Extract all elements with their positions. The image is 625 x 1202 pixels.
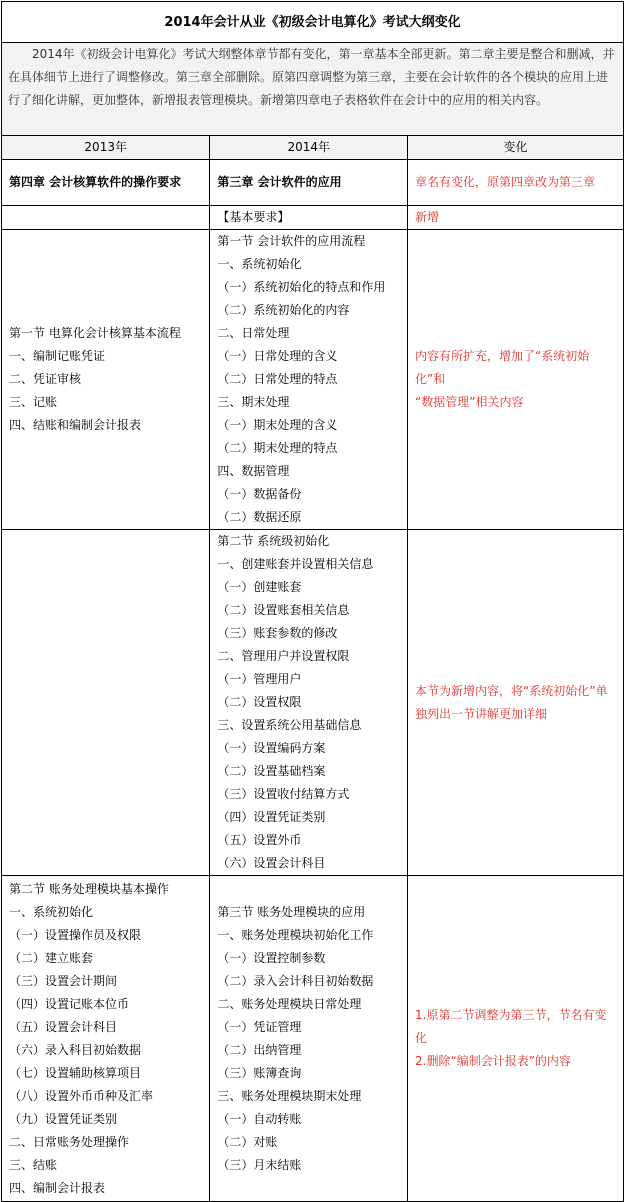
cell-line: （二）设置账套相关信息 <box>217 603 350 617</box>
cell-line: 本节为新增内容，将“系统初始化”单独列出一节讲解更加详细 <box>415 683 608 721</box>
syllabus-comparison-table <box>1 1 624 1202</box>
cell-line: 一、编制记账凭证 <box>9 349 106 363</box>
basic-2014-cell: 【基本要求】 <box>210 206 408 230</box>
header-change: 变化 <box>408 136 624 160</box>
cell-line: 二、账务处理模块日常处理 <box>217 996 362 1011</box>
cell-line: （五）设置会计科目 <box>9 1019 118 1034</box>
cell-line: （一）管理用户 <box>217 672 302 686</box>
cell-line: 二、管理用户并设置权限 <box>217 649 350 663</box>
cell-line: （一）设置控制参数 <box>217 950 326 965</box>
table-row <box>2 206 624 230</box>
sec1-2014-cell <box>210 230 408 530</box>
cell-line: （四）设置记账本位币 <box>9 996 130 1011</box>
cell-line: 二、凭证审核 <box>9 372 82 386</box>
cell-line: （六）录入科目初始数据 <box>9 1042 142 1057</box>
sec3-2014-cell <box>210 876 408 1202</box>
cell-line: 一、系统初始化 <box>217 257 302 271</box>
cell-line: 第二节 账务处理模块基本操作 <box>9 881 169 896</box>
cell-line: （七）设置辅助核算项目 <box>9 1065 142 1080</box>
cell-line: 2.删除“编制会计报表”的内容 <box>415 1054 571 1068</box>
chapter-2013-cell: 第四章 会计核算软件的操作要求 <box>2 160 210 206</box>
cell-line: 三、期末处理 <box>217 395 290 409</box>
cell-line: 二、日常处理 <box>217 326 290 340</box>
cell-line: （一）设置编码方案 <box>217 741 326 755</box>
cell-line: （二）设置基础档案 <box>217 764 326 778</box>
table-row <box>2 230 624 530</box>
cell-line: （二）出纳管理 <box>217 1042 302 1057</box>
cell-line: （一）自动转账 <box>217 1111 302 1126</box>
chapter-2014-cell: 第三章 会计软件的应用 <box>210 160 408 206</box>
sec2-2013-cell <box>2 530 210 876</box>
cell-line: （三）设置会计期间 <box>9 973 118 988</box>
cell-line: （一）设置操作员及权限 <box>9 927 142 942</box>
cell-line: （一）创建账套 <box>217 580 302 594</box>
cell-line: （二）期末处理的特点 <box>217 441 338 455</box>
cell-line: 一、账务处理模块初始化工作 <box>217 927 374 942</box>
cell-line: 第二节 系统级初始化 <box>217 534 330 548</box>
cell-line: （三）账套参数的修改 <box>217 626 338 640</box>
cell-line: 1.原第二节调整为第三节，节名有变化 <box>415 1008 607 1045</box>
cell-line: 第三节 账务处理模块的应用 <box>217 904 366 919</box>
cell-line: （四）设置凭证类别 <box>217 810 326 824</box>
cell-line: 一、系统初始化 <box>9 904 94 919</box>
cell-line: 四、编制会计报表 <box>9 1180 106 1195</box>
sec1-change-cell <box>408 230 624 530</box>
cell-line: （六）设置会计科目 <box>217 856 326 870</box>
sec3-2013-cell <box>2 876 210 1202</box>
table-row <box>2 160 624 206</box>
table-row <box>2 876 624 1202</box>
sec2-2014-cell <box>210 530 408 876</box>
cell-line: （二）建立账套 <box>9 950 94 965</box>
cell-line: 四、数据管理 <box>217 464 290 478</box>
cell-line: 四、结账和编制会计报表 <box>9 418 142 432</box>
cell-line: （二）系统初始化的内容 <box>217 303 350 317</box>
cell-line: （二）录入会计科目初始数据 <box>217 973 374 988</box>
cell-line: “数据管理”相关内容 <box>415 395 524 409</box>
cell-line: （一）期末处理的含义 <box>217 418 338 432</box>
cell-line: 三、账务处理模块期末处理 <box>217 1088 362 1103</box>
cell-line: （二）数据还原 <box>217 510 302 524</box>
cell-line: （二）设置权限 <box>217 695 302 709</box>
cell-line: 内容有所扩充，增加了“系统初始化”和 <box>415 349 590 386</box>
table-title: 2014年会计从业《初级会计电算化》考试大纲变化 <box>2 2 624 43</box>
basic-change-cell: 新增 <box>408 206 624 230</box>
chapter-change-cell: 章名有变化，原第四章改为第三章 <box>408 160 624 206</box>
cell-line: （九）设置凭证类别 <box>9 1111 118 1126</box>
cell-line: （三）账簿查询 <box>217 1065 302 1080</box>
cell-line: 第一节 电算化会计核算基本流程 <box>9 326 181 340</box>
table-row <box>2 530 624 876</box>
cell-line: （二）日常处理的特点 <box>217 372 338 386</box>
intro-paragraph: 2014年《初级会计电算化》考试大纲整体章节都有变化，第一章基本全部更新。第二章主要是整合和删减，并在具体细节上进行了调整修改。第三章全部删除。原第四章调整为第三章，主要在会计软件的各个模块的应用上进行了细化讲解，更加整体，新增报表管理模块。新增第四章电子表格软件在会计中的应用的相关内容。 <box>2 43 624 136</box>
sec3-change-cell <box>408 876 624 1202</box>
sec2-change-cell <box>408 530 624 876</box>
cell-line: （二）对账 <box>217 1134 278 1149</box>
cell-line: 第一节 会计软件的应用流程 <box>217 234 366 248</box>
cell-line: （一）凭证管理 <box>217 1019 302 1034</box>
cell-line: 三、结账 <box>9 1157 58 1172</box>
cell-line: （三）月末结账 <box>217 1157 302 1172</box>
cell-line: （五）设置外币 <box>217 833 302 847</box>
cell-line: （一）系统初始化的特点和作用 <box>217 280 386 294</box>
header-2013: 2013年 <box>2 136 210 160</box>
sec1-2013-cell <box>2 230 210 530</box>
cell-line: （一）日常处理的含义 <box>217 349 338 363</box>
cell-line: 二、日常账务处理操作 <box>9 1134 130 1149</box>
cell-line: 一、创建账套并设置相关信息 <box>217 557 374 571</box>
cell-line: （三）设置收付结算方式 <box>217 787 350 801</box>
cell-line: 三、设置系统公用基础信息 <box>217 718 362 732</box>
cell-line: 三、记账 <box>9 395 58 409</box>
cell-line: （一）数据备份 <box>217 487 302 501</box>
basic-2013-cell <box>2 206 210 230</box>
header-2014: 2014年 <box>210 136 408 160</box>
cell-line: （八）设置外币币种及汇率 <box>9 1088 154 1103</box>
